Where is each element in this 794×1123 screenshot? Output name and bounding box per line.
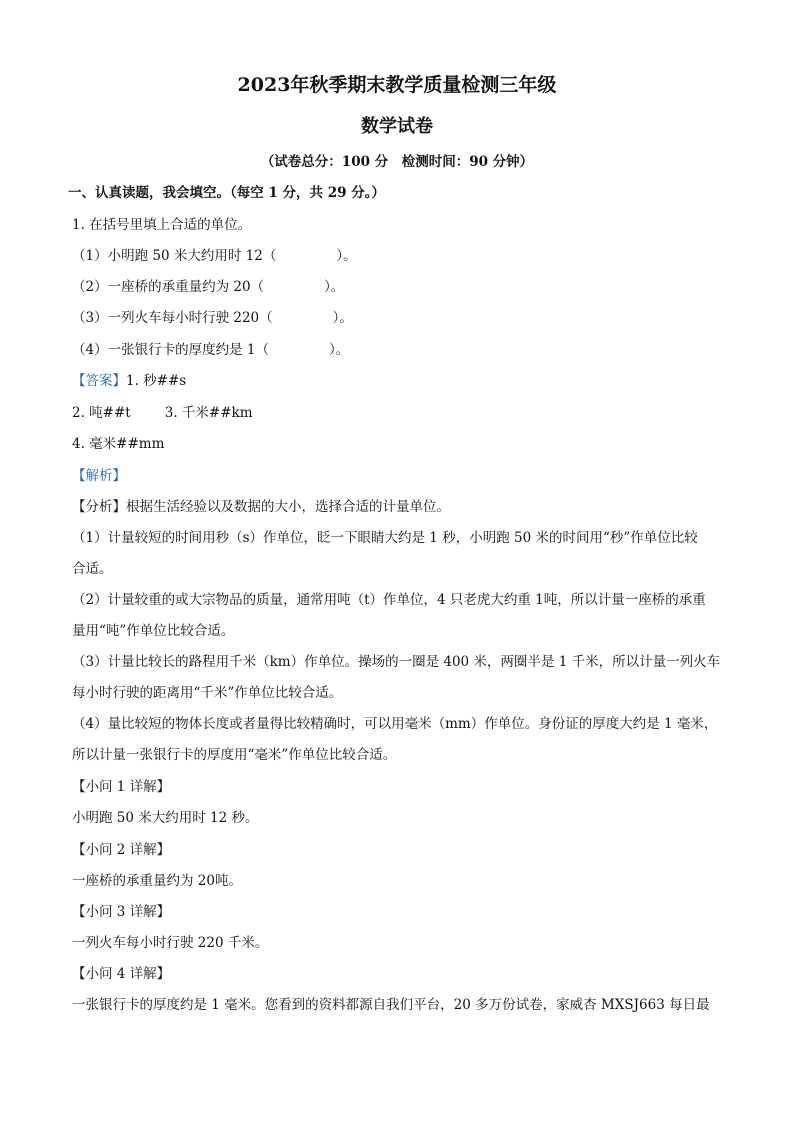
question-item-2 <box>72 275 732 295</box>
detail-label-1: 【小问 1 详解】 <box>72 779 171 795</box>
question-item-suffix: ）。 <box>328 342 350 358</box>
analysis-line: 量用“吨”作单位比较合适。 <box>72 623 235 639</box>
detail-label-3: 【小问 3 详解】 <box>72 904 171 920</box>
section-heading: 一、认真读题，我会填空。（每空 1 分，共 29 分。） <box>68 185 385 201</box>
question-item-suffix: ）。 <box>332 310 353 326</box>
answer-line-1 <box>72 369 732 389</box>
detail-text-1: 小明跑 50 米大约用时 12 秒。 <box>72 810 259 826</box>
question-item-prefix: （1）小明跑 50 米大约用时 12（ <box>72 248 277 264</box>
question-item-1 <box>72 244 732 264</box>
question-item-3 <box>72 306 732 326</box>
answer-3: 3. 千米##km <box>164 405 253 421</box>
answer-line-3 <box>72 432 732 452</box>
detail-text-3: 一列火车每小时行驶 220 千米。 <box>72 935 269 951</box>
analysis-line: （1）计量较短的时间用秒（s）作单位，眨一下眼睛大约是 1 秒，小明跑 50 米的时间用“秒”作单位比较 <box>72 530 698 546</box>
analysis-line: （2）计量较重的或大宗物品的质量，通常用吨（t）作单位，4 只老虎大约重 1吨，所以计量一座桥的承重 <box>72 592 706 608</box>
detail-text-4: 一张银行卡的厚度约是 1 毫米。您看到的资料都源自我们平台，20 多万份试卷，家威杏 MXSJ663 每日最 <box>72 997 710 1013</box>
analysis-line: （3）计量比较长的路程用千米（km）作单位。操场的一圈是 400 米，两圈半是 1 千米，所以计量一列火车 <box>72 654 721 670</box>
answer-2: 2. 吨##t <box>72 405 131 421</box>
exam-subtitle: 数学试卷 <box>361 116 433 137</box>
answer-4: 4. 毫米##mm <box>72 436 165 452</box>
analysis-line: 合适。 <box>72 561 113 577</box>
analysis-line: （4）量比较短的物体长度或者量得比较精确时，可以用毫米（mm）作单位。身份证的厚度大约是 1 毫米， <box>72 716 718 732</box>
detail-label-2: 【小问 2 详解】 <box>72 842 171 858</box>
detail-label-4: 【小问 4 详解】 <box>72 966 171 982</box>
question-stem: 1. 在括号里填上合适的单位。 <box>72 217 252 233</box>
analysis-line: 所以计量一张银行卡的厚度用“毫米”作单位比较合适。 <box>72 747 397 763</box>
analysis-label: 【解析】 <box>72 468 126 484</box>
answer-1: 1. 秒##s <box>126 373 187 389</box>
question-item-prefix: （3）一列火车每小时行驶 220（ <box>72 310 273 326</box>
answer-label: 【答案】 <box>72 373 126 389</box>
question-item-prefix: （4）一张银行卡的厚度约是 1（ <box>72 342 269 358</box>
answer-line-2 <box>72 401 732 421</box>
analysis-line: 【分析】根据生活经验以及数据的大小，选择合适的计量单位。 <box>72 499 450 515</box>
exam-title: 2023年秋季期末教学质量检测三年级 <box>237 74 557 96</box>
question-item-4 <box>72 338 732 358</box>
exam-meta: （试卷总分：100 分 检测时间：90 分钟） <box>260 154 534 170</box>
analysis-line: 每小时行驶的距离用“千米”作单位比较合适。 <box>72 685 343 701</box>
detail-text-2: 一座桥的承重量约为 20吨。 <box>72 873 242 889</box>
question-item-suffix: ）。 <box>324 279 345 295</box>
question-item-prefix: （2）一座桥的承重量约为 20（ <box>72 279 265 295</box>
question-item-suffix: ）。 <box>336 248 357 264</box>
